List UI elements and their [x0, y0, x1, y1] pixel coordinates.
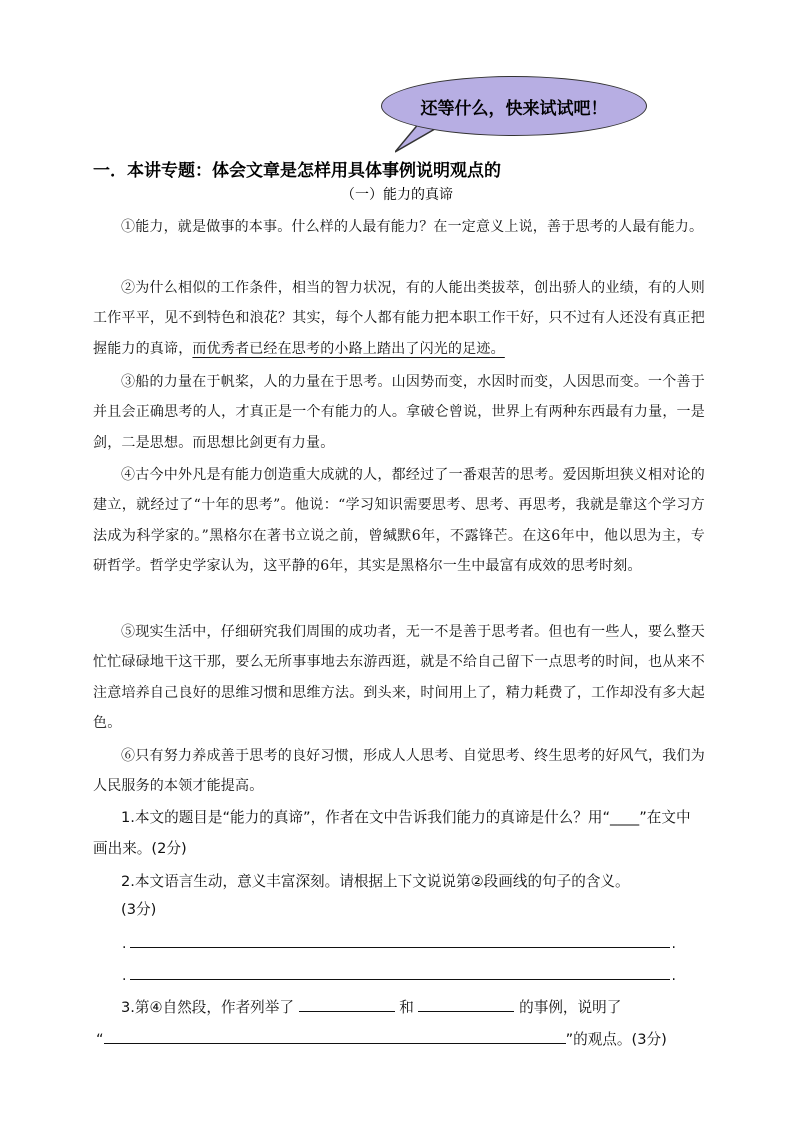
paragraph-2-text: ②为什么相似的工作条件，相当的智力状况，有的人能出类拔萃，创出骄人的业绩，有的人则工作平平，见不到特色和浪花？其实，每个人都有能力把本职工作干好，只不过有人还没有真正把握能力的真谛， [93, 280, 705, 357]
answer-line-2[interactable] [122, 960, 676, 984]
question-3 [121, 996, 621, 1017]
question-2: 2.本文语言生动，意义丰富深刻。请根据上下文说说第②段画线的句子的含义。 [121, 873, 630, 890]
answer-blank-3[interactable] [104, 1029, 566, 1044]
paragraph-5: ⑤现实生活中，仔细研究我们周围的成功者，无一不是善于思考者。但也有一些人，要么整天忙忙碌碌地干这干那，要么无所事事地去东游西逛，就是不给自己留下一点思考的时间，也从来不注意培养自己良好的思维习惯和思维方法。到头来，时间用上了，精力耗费了，工作却没有多大起色。 [93, 624, 705, 732]
section-heading: 一．本讲专题：体会文章是怎样用具体事例说明观点的 [93, 161, 501, 181]
answer-line-dot: . [671, 936, 676, 952]
paragraph-1: ①能力，就是做事的本事。什么样的人最有能力？在一定意义上说，善于思考的人最有能力。 [121, 219, 704, 235]
answer-line-1[interactable] [122, 928, 676, 952]
question-2-score: (3分) [121, 901, 157, 918]
paragraph-2 [93, 273, 705, 364]
question-3-text: 3.第④自然段，作者列举了 [121, 999, 294, 1016]
paragraph-3: ③船的力量在于帆桨，人的力量在于思考。山因势而变，水因时而变，人因思而变。一个善于并且会正确思考的人，才真正是一个有能力的人。拿破仑曾说，世界上有两种东西最有力量，一是剑，二是思想。而思想比剑更有力量。 [93, 374, 705, 451]
answer-line-dot: . [122, 968, 127, 984]
article-title: （一）能力的真谛 [341, 187, 453, 203]
speech-bubble-text: 还等什么，快来试试吧！ [420, 98, 608, 119]
answer-line-dot: . [122, 936, 127, 952]
paragraph-6: ⑥只有努力养成善于思考的良好习惯，形成人人思考、自觉思考、终生思考的好风气，我们为人民服务的本领才能提高。 [93, 748, 705, 795]
question-3-line-2 [96, 1028, 667, 1049]
answer-blank-2[interactable] [418, 997, 514, 1012]
open-quote: “ [96, 1031, 104, 1048]
question-3-text-2: 的事例，说明了 [519, 999, 622, 1016]
answer-blank-1[interactable] [299, 997, 395, 1012]
question-1: 1.本文的题目是“能力的真谛”，作者在文中告诉我们能力的真谛是什么？用“____”在文中画出来。(2分) [93, 809, 691, 857]
paragraph-2-underlined-sentence: 而优秀者已经在思考的小路上踏出了闪光的足迹。 [192, 340, 505, 357]
paragraph-4: ④古今中外凡是有能力创造重大成就的人，都经过了一番艰苦的思考。爱因斯坦狭义相对论的建立，就经过了“十年的思考”。他说：“学习知识需要思考、思考、再思考，我就是靠这个学习方法成为科学家的。”黑格尔在著书立说之前，曾缄默6年，不露锋芒。在这6年中，他以思为主，专研哲学。哲学史学家认为，这平静的6年，其实是黑格尔一生中最富有成效的思考时刻。 [93, 467, 705, 575]
answer-rule [130, 947, 670, 948]
answer-rule [130, 979, 670, 980]
answer-line-dot: . [671, 968, 676, 984]
speech-bubble [381, 76, 647, 136]
question-3-ending: ”的观点。(3分) [565, 1031, 667, 1048]
question-3-and: 和 [399, 999, 414, 1016]
